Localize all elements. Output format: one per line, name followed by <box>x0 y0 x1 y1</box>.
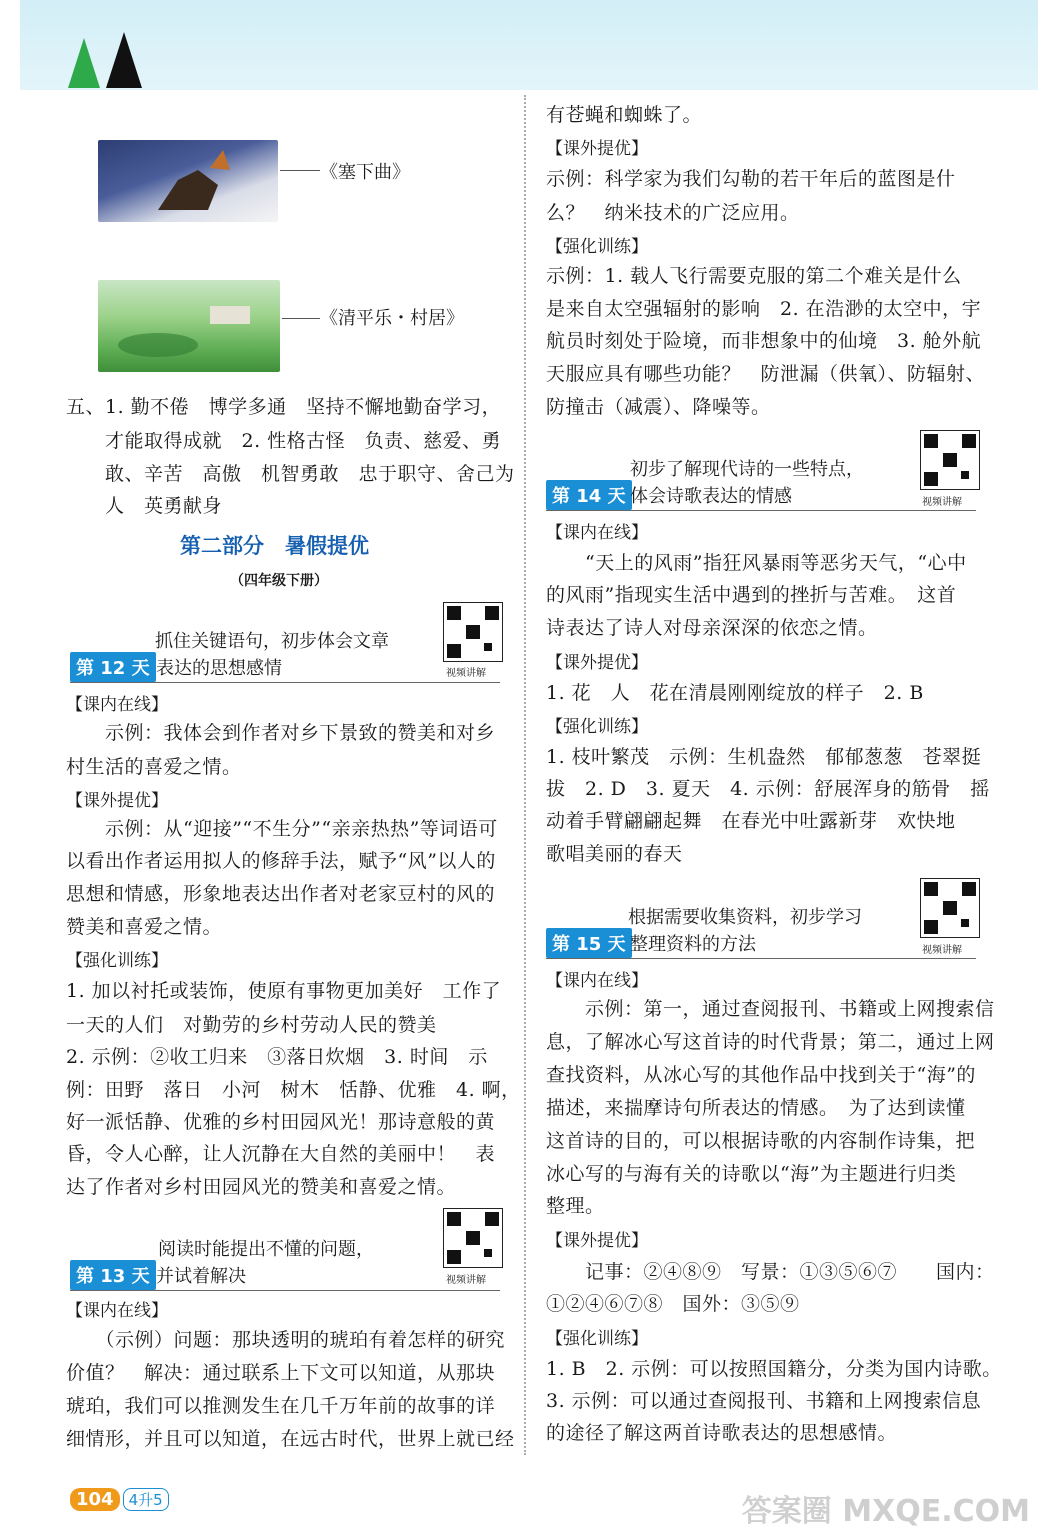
day14-label: 第 14 天 <box>546 480 632 510</box>
answer-line: （示例）问题：那块透明的琥珀有着怎样的研究 <box>66 1329 506 1351</box>
answer-line: 动着手臂翩翩起舞 在春光中吐露新芽 欢快地 <box>546 810 956 832</box>
day13-label: 第 13 天 <box>70 1260 156 1290</box>
answer-line: 示例：我体会到作者对乡下景致的赞美和对乡 <box>66 722 496 744</box>
section-heading: 【强化训练】 <box>546 717 648 737</box>
answer-line: 以看出作者运用拟人的修辞手法，赋予“风”以人的 <box>66 850 496 872</box>
answer-line: 村生活的喜爱之情。 <box>66 756 242 778</box>
tree-icon <box>66 38 102 90</box>
section-heading: 【强化训练】 <box>546 237 648 257</box>
section-heading: 【强化训练】 <box>546 1329 648 1349</box>
caption-saixiaqu: 《塞下曲》 <box>320 162 410 183</box>
answer-line: 歌唱美丽的春天 <box>546 843 683 865</box>
answer-line: 这首诗的目的，可以根据诗歌的内容制作诗集，把 <box>546 1130 976 1152</box>
answer-line: 1. 枝叶繁茂 示例：生机盎然 郁郁葱葱 苍翠挺 <box>546 746 982 768</box>
day13-objective: 阅读时能提出不懂的问题， <box>158 1239 374 1260</box>
watermark: 答案圈 MXQE.COM <box>741 1494 1030 1529</box>
answer-line: 是来自太空强辐射的影响 2. 在浩渺的太空中，宇 <box>546 298 982 320</box>
page-number: 104 <box>70 1488 120 1511</box>
answer-line: ①②④⑥⑦⑧ 国外：③⑤⑨ <box>546 1293 800 1315</box>
section-heading: 【强化训练】 <box>66 951 168 971</box>
answer-line: 例：田野 落日 小河 树木 恬静、优雅 4. 啊， <box>66 1079 521 1101</box>
answer-line: 拔 2. D 3. 夏天 4. 示例：舒展浑身的筋骨 摇 <box>546 778 990 800</box>
answer-line: 么？ 纳米技术的广泛应用。 <box>546 202 800 224</box>
answer-line: 防撞击（减震）、降噪等。 <box>546 396 771 418</box>
answer-line: 示例：从“迎接”“不生分”“亲亲热热”等词语可 <box>66 818 498 840</box>
answer-line: 示例：第一，通过查阅报刊、书籍或上网搜索信 <box>546 998 995 1020</box>
answer-line: 1. B 2. 示例：可以按照国籍分，分类为国内诗歌。 <box>546 1358 1002 1380</box>
section-heading: 【课内在线】 <box>546 971 648 991</box>
answer-line: 2. 示例：②收工归来 ③落日炊烟 3. 时间 示 <box>66 1046 488 1068</box>
day15-label: 第 15 天 <box>546 928 632 958</box>
answer-line: 赞美和喜爱之情。 <box>66 916 223 938</box>
answer-line: 思想和情感，形象地表达出作者对老家豆村的风的 <box>66 883 496 905</box>
qr-label: 视频讲解 <box>446 668 486 679</box>
answer-line: 的途径了解这两首诗歌表达的思想感情。 <box>546 1422 898 1444</box>
day12-objective: 抓住关键语句，初步体会文章 <box>155 631 389 652</box>
section-heading: 【课外提优】 <box>546 139 648 159</box>
answer-line: 好一派恬静、优雅的乡村田园风光！那诗意般的黄 <box>66 1111 496 1133</box>
answer-line: 查找资料，从冰心写的其他作品中找到关于“海”的 <box>546 1064 976 1086</box>
answer-line: 价值？ 解决：通过联系上下文可以知道，从那块 <box>66 1362 496 1384</box>
section-heading: 【课外提优】 <box>546 1231 648 1251</box>
day15-objective: 根据需要收集资料，初步学习 <box>628 907 862 928</box>
answer-line: 有苍蝇和蜘蛛了。 <box>546 104 703 126</box>
column-divider <box>524 95 526 1455</box>
answer-line: 的风雨”指现实生活中遇到的挫折与苦难。 这首 <box>546 584 957 606</box>
answer-line: 琥珀，我们可以推测发生在几千万年前的故事的详 <box>66 1395 496 1417</box>
answer-line: 3. 示例：可以通过查阅报刊、书籍和上网搜索信息 <box>546 1390 982 1412</box>
answer-line: 一天的人们 对勤劳的乡村劳动人民的赞美 <box>66 1014 437 1036</box>
day12-label: 第 12 天 <box>70 652 156 682</box>
answer-line: 1. 花 人 花在清晨刚刚绽放的样子 2. B <box>546 682 924 704</box>
tree-icon <box>104 32 144 90</box>
qr-label: 视频讲解 <box>922 497 962 508</box>
header-band <box>20 0 1038 90</box>
answer-line: 天服应具有哪些功能？ 防泄漏（供氧）、防辐射、 <box>546 363 986 385</box>
answer-line: 人 英勇献身 <box>66 495 223 517</box>
section-heading: 【课内在线】 <box>66 1301 168 1321</box>
answer-line: 冰心写的与海有关的诗歌以“海”为主题进行归类 <box>546 1163 957 1185</box>
answer-line: 记事：②④⑧⑨ 写景：①③⑤⑥⑦ 国内： <box>546 1261 995 1283</box>
day13-objective-2: 并试着解决 <box>156 1266 246 1287</box>
day14-objective: 初步了解现代诗的一些特点， <box>630 459 864 480</box>
section-heading: 【课外提优】 <box>546 653 648 673</box>
day12-objective-2: 表达的思想感情 <box>156 658 282 679</box>
answer-line: 航员时刻处于险境，而非想象中的仙境 3. 舱外航 <box>546 330 982 352</box>
answer-line: “天上的风雨”指狂风暴雨等恶劣天气，“心中 <box>546 552 967 574</box>
answer-line: 五、1. 勤不倦 博学多通 坚持不懈地勤奋学习， <box>66 396 502 418</box>
answer-line: 描述，来揣摩诗句所表达的情感。 为了达到读懂 <box>546 1097 966 1119</box>
answer-line: 才能取得成就 2. 性格古怪 负责、慈爱、勇 <box>66 430 502 452</box>
answer-line: 息，了解冰心写这首诗的时代背景；第二，通过上网 <box>546 1031 995 1053</box>
part-title: 第二部分 暑假提优 <box>180 534 369 558</box>
illustration-qingpingle <box>98 280 280 372</box>
day15-objective-2: 整理资料的方法 <box>630 934 756 955</box>
day14-objective-2: 体会诗歌表达的情感 <box>630 486 792 507</box>
illustration-saixiaqu <box>98 140 278 222</box>
section-heading: 【课内在线】 <box>66 695 168 715</box>
answer-line: 诗表达了诗人对母亲深深的依恋之情。 <box>546 617 878 639</box>
answer-line: 敢、辛苦 高傲 机智勇敢 忠于职守、舍己为 <box>66 463 515 485</box>
answer-line: 示例：1. 载人飞行需要克服的第二个难关是什么 <box>546 265 962 287</box>
qr-label: 视频讲解 <box>922 945 962 956</box>
qr-code-icon[interactable] <box>920 878 980 938</box>
section-heading: 【课外提优】 <box>66 791 168 811</box>
answer-line: 整理。 <box>546 1195 605 1217</box>
answer-line: 示例：科学家为我们勾勒的若干年后的蓝图是什 <box>546 168 956 190</box>
answer-line: 昏，令人心醉，让人沉静在大自然的美丽中！ 表 <box>66 1143 496 1165</box>
qr-code-icon[interactable] <box>443 1208 503 1268</box>
part-subtitle: （四年级下册） <box>230 573 328 589</box>
section-heading: 【课内在线】 <box>546 523 648 543</box>
qr-label: 视频讲解 <box>446 1275 486 1286</box>
answer-line: 1. 加以衬托或装饰，使原有事物更加美好 工作了 <box>66 980 502 1002</box>
caption-qingpingle: 《清平乐・村居》 <box>320 308 464 329</box>
page-footer <box>70 1488 169 1511</box>
answer-line: 达了作者对乡村田园风光的赞美和喜爱之情。 <box>66 1176 457 1198</box>
grade-badge: 4升5 <box>123 1488 169 1511</box>
qr-code-icon[interactable] <box>920 430 980 490</box>
answer-line: 细情形，并且可以知道，在远古时代，世界上就已经 <box>66 1428 515 1450</box>
qr-code-icon[interactable] <box>443 602 503 662</box>
